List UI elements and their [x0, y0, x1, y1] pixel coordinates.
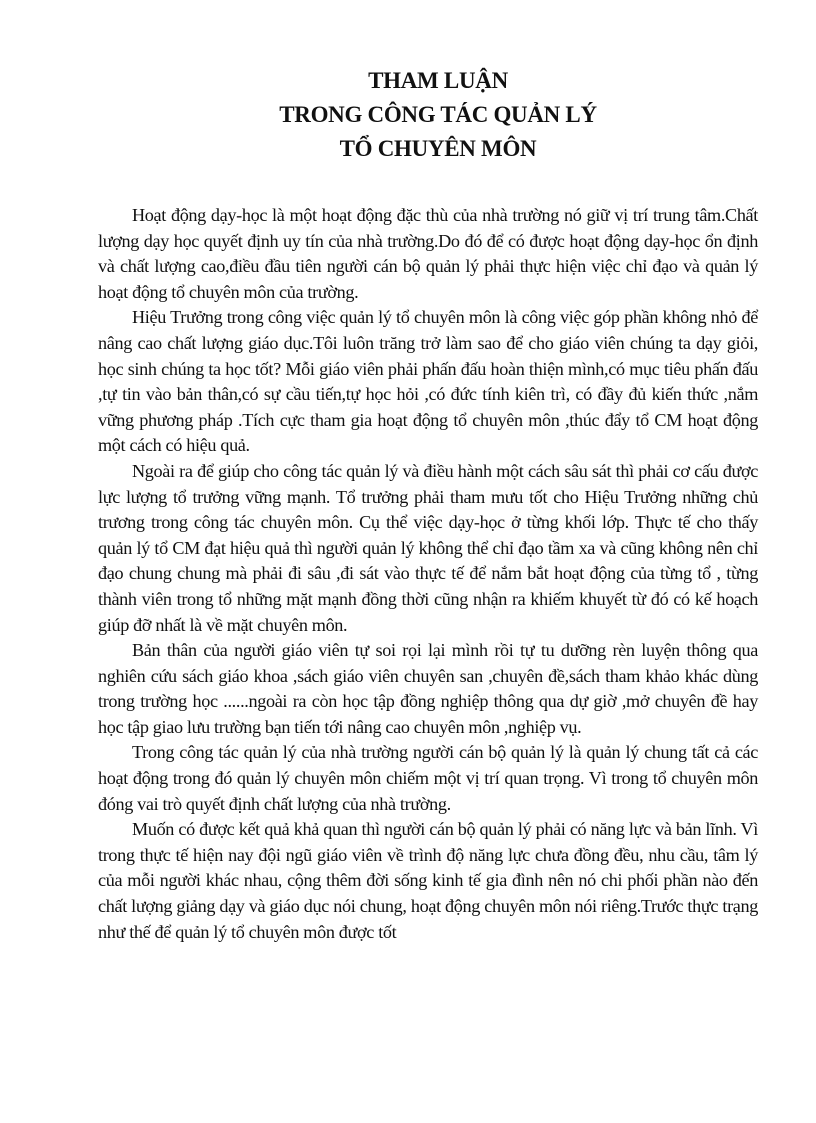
- paragraph-3: Ngoài ra để giúp cho công tác quản lý và điều hành một cách sâu sát thì phải cơ cấu được lực lượng tổ trưởng vững mạnh. Tổ trưởng phải tham mưu tốt cho Hiệu Trưởng những chủ trương trong công tác chuyên môn. Cụ thể việc dạy-học ở từng khối lớp. Thực tế cho thấy quản lý tổ CM đạt hiệu quả thì người quản lý không thể chỉ đạo tầm xa và cũng không nên chỉ đạo chung chung mà phải đi sâu ,đi sát vào thực tế để nắm bắt hoạt động của từng tổ , từng thành viên trong tổ những mặt mạnh đồng thời cũng nhận ra khiếm khuyết từ đó có kế hoạch giúp đỡ nhất là về mặt chuyên môn.: [98, 460, 758, 635]
- document-body: [98, 203, 758, 945]
- paragraph-1: Hoạt động dạy-học là một hoạt động đặc thù của nhà trường nó giữ vị trí trung tâm.Chất lượng dạy học quyết định uy tín của nhà trường.Do đó để có được hoạt động dạy-học ổn định và chất lượng cao,điều đầu tiên người cán bộ quản lý phải thực hiện việc chỉ đạo và quản lý hoạt động tổ chuyên môn của trường.: [98, 205, 758, 302]
- paragraph-4: Bản thân của người giáo viên tự soi rọi lại mình rồi tự tu dưỡng rèn luyện thông qua nghiên cứu sách giáo khoa ,sách giáo viên chuyên san ,chuyên đề,sách tham khảo khác dùng trong trường học ......ngoài ra còn học tập đồng nghiệp thông qua dự giờ ,mở chuyên đề hay học tập giao lưu trường bạn tiến tới nâng cao chuyên môn ,nghiệp vụ.: [98, 640, 758, 737]
- title-line-2: TRONG CÔNG TÁC QUẢN LÝ: [279, 102, 597, 127]
- title-line-3: TỔ CHUYÊN MÔN: [339, 136, 537, 161]
- title-line-1: THAM LUẬN: [368, 68, 508, 93]
- paragraph-2: Hiệu Trưởng trong công việc quản lý tổ chuyên môn là công việc góp phần không nhỏ để nâng cao chất lượng giáo dục.Tôi luôn trăng trở làm sao để cho giáo viên chúng ta dạy giỏi, học sinh chúng ta học tốt? Mỗi giáo viên phải phấn đấu hoàn thiện mình,có mục tiêu phấn đấu ,tự tin vào bản thân,có sự cầu tiến,tự học hỏi ,có đức tính kiên trì, có đầy đủ kiến thức ,nắm vững phương pháp .Tích cực tham gia hoạt động tổ chuyên môn ,thúc đẩy tổ CM hoạt động một cách có hiệu quả.: [98, 307, 758, 456]
- paragraph-5: Trong công tác quản lý của nhà trường người cán bộ quản lý là quản lý chung tất cả các hoạt động trong đó quản lý chuyên môn chiếm một vị trí quan trọng. Vì trong tổ chuyên môn đóng vai trò quyết định chất lượng của nhà trường.: [98, 742, 758, 814]
- document-title: [0, 64, 816, 166]
- paragraph-6: Muốn có được kết quả khả quan thì người cán bộ quản lý phải có năng lực và bản lĩnh. Vì trong thực tế hiện nay đội ngũ giáo viên về trình độ năng lực chưa đồng đều, nhu cầu, tâm lý của mỗi người khác nhau, cộng thêm đời sống kinh tế gia đình nên nó chi phối phần nào đến chất lượng giảng dạy và giáo dục nói chung, hoạt động chuyên môn nói riêng.Trước thực trạng như thế để quản lý tổ chuyên môn được tốt: [98, 819, 758, 942]
